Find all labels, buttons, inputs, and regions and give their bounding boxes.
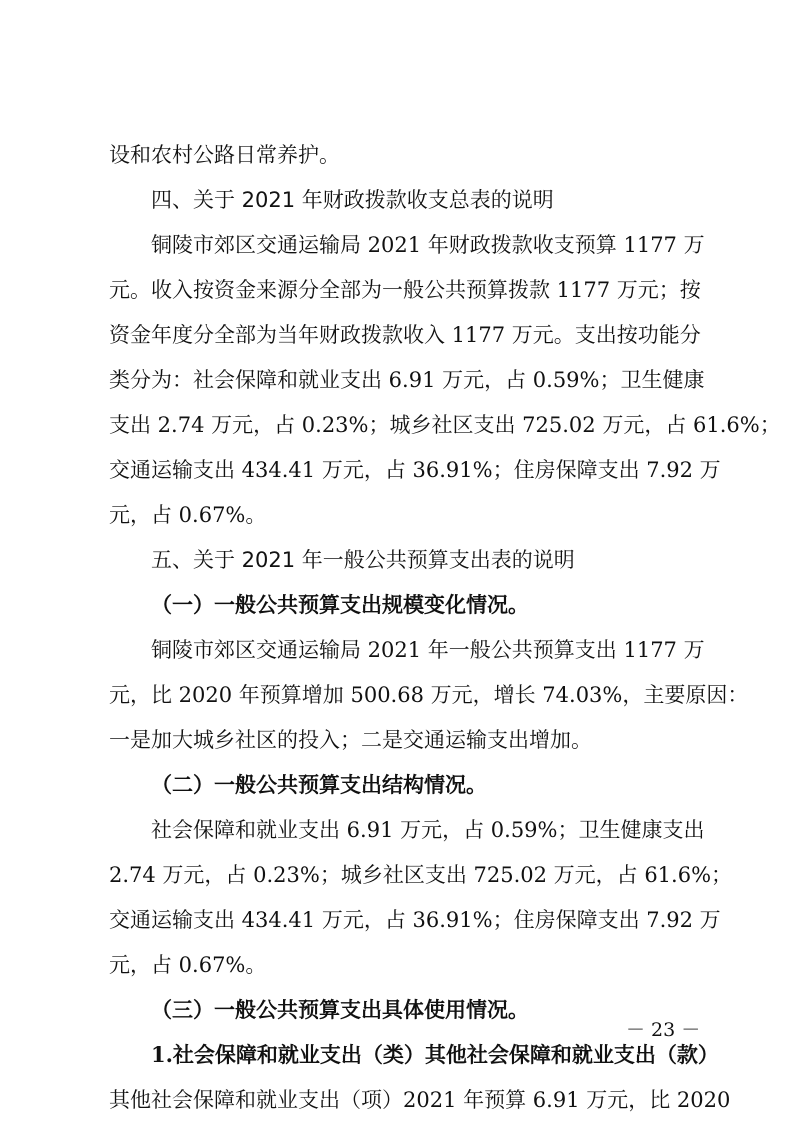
paragraph-line: 资金年度分全部为当年财政拨款收入 1177 万元。支出按功能分 xyxy=(109,323,701,347)
subsection-heading: （一）一般公共预算支出规模变化情况。 xyxy=(151,592,529,617)
page-number: － 23 － xyxy=(626,1019,701,1041)
paragraph-line: 社会保障和就业支出 6.91 万元，占 0.59%；卫生健康支出 xyxy=(151,818,705,842)
paragraph-line: 交通运输支出 434.41 万元，占 36.91%；住房保障支出 7.92 万 xyxy=(109,908,721,932)
paragraph-line: 元，占 0.67%。 xyxy=(109,953,267,977)
paragraph-line: 元，占 0.67%。 xyxy=(109,503,267,527)
paragraph-line: 2.74 万元，占 0.23%；城乡社区支出 725.02 万元，占 61.6%； xyxy=(109,863,733,887)
section-heading: 五、关于 2021 年一般公共预算支出表的说明 xyxy=(151,548,575,572)
paragraph-line: 元，比 2020 年预算增加 500.68 万元，增长 74.03%，主要原因： xyxy=(109,683,749,707)
paragraph-line: 铜陵市郊区交通运输局 2021 年一般公共预算支出 1177 万 xyxy=(151,638,705,662)
paragraph-line: 1.社会保障和就业支出（类）其他社会保障和就业支出（款） xyxy=(151,1042,719,1067)
section-heading: 四、关于 2021 年财政拨款收支总表的说明 xyxy=(151,188,554,212)
subsection-heading: （三）一般公共预算支出具体使用情况。 xyxy=(151,997,529,1022)
paragraph-line: 交通运输支出 434.41 万元，占 36.91%；住房保障支出 7.92 万 xyxy=(109,458,721,482)
subsection-heading: （二）一般公共预算支出结构情况。 xyxy=(151,772,487,797)
paragraph-line: 类分为：社会保障和就业支出 6.91 万元，占 0.59%；卫生健康 xyxy=(109,368,705,392)
paragraph-line: 元。收入按资金来源分全部为一般公共预算拨款 1177 万元；按 xyxy=(109,278,701,302)
paragraph-line: 支出 2.74 万元，占 0.23%；城乡社区支出 725.02 万元，占 61.6%； xyxy=(109,413,781,437)
paragraph-line: 一是加大城乡社区的投入；二是交通运输支出增加。 xyxy=(109,728,592,752)
paragraph-line: 设和农村公路日常养护。 xyxy=(109,143,340,167)
paragraph-line: 其他社会保障和就业支出（项）2021 年预算 6.91 万元，比 2020 xyxy=(109,1088,731,1112)
paragraph-line: 铜陵市郊区交通运输局 2021 年财政拨款收支预算 1177 万 xyxy=(151,233,705,257)
